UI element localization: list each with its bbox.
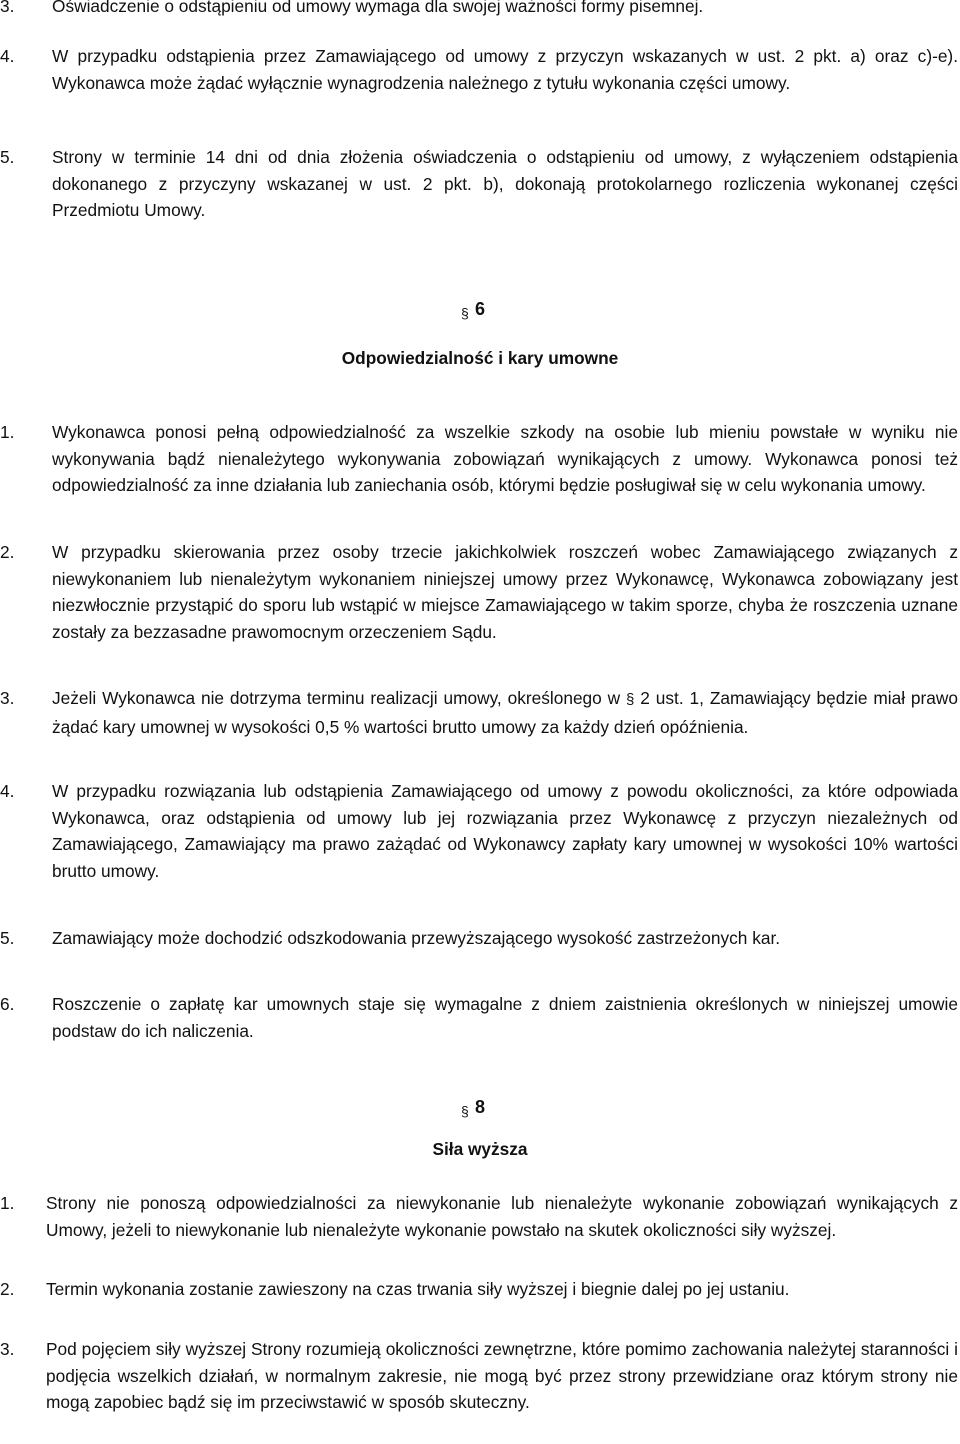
clause-number: 4. <box>0 781 15 801</box>
section-number-value: 6 <box>474 299 485 319</box>
clause-item <box>0 685 960 740</box>
section-title: Siła wyższa <box>432 1139 528 1159</box>
clause-text: Strony nie ponoszą odpowiedzialności za niewykonanie lub nienależyte wykonanie zobowiązań wynikających z Umowy, jeżeli to niewykonanie lub nienależyte wykonanie powstało na skutek okoliczności siły wyższej. <box>46 1193 958 1240</box>
clause-text: Roszczenie o zapłatę kar umownych staje się wymagalne z dniem zaistnienia określonych w niniejszej umowie podstaw do ich naliczenia. <box>52 994 958 1041</box>
clause-text: Pod pojęciem siły wyższej Strony rozumieją okoliczności zewnętrzne, które pomimo zachowania należytej staranności i podjęcia wszelkich działań, w normalnym zakresie, nie mogą być przez strony przewidziane oraz którym strony nie mogą zapobiec bądź się im przeciwstawić w sposób skuteczny. <box>46 1339 958 1412</box>
section-number-value: 8 <box>474 1097 485 1117</box>
clause-text-part: Jeżeli Wykonawca nie dotrzyma terminu realizacji umowy, określonego w <box>52 688 621 708</box>
clause-text-part: 2 ust. 1, Zamawiający będzie miał prawo żądać kary umownej w wysokości 0,5 % wartości brutto umowy za każdy dzień opóźnienia. <box>52 688 958 737</box>
clause-item <box>0 778 960 884</box>
clause-item <box>0 144 960 224</box>
clause-number: 4. <box>0 46 15 66</box>
section-title: Odpowiedzialność i kary umowne <box>341 348 619 368</box>
clause-text: W przypadku skierowania przez osoby trzecie jakichkolwiek roszczeń wobec Zamawiającego związanych z niewykonaniem lub nienależytym wykonaniem niniejszej umowy przez Wykonawcę, Wykonawca zobowiązany jest niezwłocznie przystąpić do sporu lub wstąpić w miejsce Zamawiającego w takim sporze, chyba że roszczenia uznane zostały za bezzasadne prawomocnym orzeczeniem Sądu. <box>52 542 958 642</box>
clause-number: 5. <box>0 147 15 167</box>
clause-item <box>0 539 960 645</box>
clause-number: 2. <box>0 542 15 562</box>
section-sign: § <box>626 691 635 708</box>
clause-text <box>52 685 958 740</box>
clause-item <box>0 1336 960 1416</box>
clause-text: W przypadku rozwiązania lub odstąpienia Zamawiającego od umowy z powodu okoliczności, za które odpowiada Wykonawca, oraz odstąpienia od umowy lub jej rozwiązania przez Wykonawcę z przyczyn niezależnych od Zamawiającego, Zamawiający ma prawo zażądać od Wykonawcy zapłaty kary umownej w wysokości 10% wartości brutto umowy. <box>52 781 958 881</box>
clause-item <box>0 419 960 499</box>
clause-item <box>0 1276 960 1303</box>
clause-text: Wykonawca ponosi pełną odpowiedzialność za wszelkie szkody na osobie lub mieniu powstałe w wyniku nie wykonywania bądź nienależytego wykonywania zobowiązań wynikających z umowy. Wykonawca ponosi też odpowiedzialność za inne działania lub zaniechania osób, którymi będzie posługiwał się w celu wykonania umowy. <box>52 422 958 495</box>
section-number <box>0 296 960 323</box>
clause-number: 3. <box>0 688 15 708</box>
clause-number: 3. <box>0 0 15 16</box>
clause-text: Strony w terminie 14 dni od dnia złożenia oświadczenia o odstąpieniu od umowy, z wyłączeniem odstąpienia dokonanego z przyczyny wskazanej w ust. 2 pkt. b), dokonają protokolarnego rozliczenia wykonanej części Przedmiotu Umowy. <box>52 147 958 220</box>
section-number <box>0 1094 960 1121</box>
section-sign: § <box>460 305 469 321</box>
clause-text: Zamawiający może dochodzić odszkodowania przewyższającego wysokość zastrzeżonych kar. <box>52 928 781 948</box>
clause-text: W przypadku odstąpienia przez Zamawiającego od umowy z przyczyn wskazanych w ust. 2 pkt. a) oraz c)-e). Wykonawca może żądać wyłącznie wynagrodzenia należnego z tytułu wykonania części umowy. <box>52 46 958 93</box>
clause-item <box>0 925 960 952</box>
clause-text: Termin wykonania zostanie zawieszony na czas trwania siły wyższej i biegnie dalej po jej ustaniu. <box>46 1279 790 1299</box>
clause-item <box>0 991 960 1044</box>
clause-item <box>0 1190 960 1243</box>
clause-item <box>0 0 960 20</box>
section-sign: § <box>460 1103 469 1119</box>
clause-item <box>0 43 960 96</box>
clause-number: 3. <box>0 1339 15 1359</box>
clause-number: 1. <box>0 422 15 442</box>
clause-number: 2. <box>0 1279 15 1299</box>
clause-number: 1. <box>0 1193 15 1213</box>
clause-text: Oświadczenie o odstąpieniu od umowy wymaga dla swojej ważności formy pisemnej. <box>52 0 704 16</box>
clause-number: 5. <box>0 928 15 948</box>
clause-number: 6. <box>0 994 15 1014</box>
